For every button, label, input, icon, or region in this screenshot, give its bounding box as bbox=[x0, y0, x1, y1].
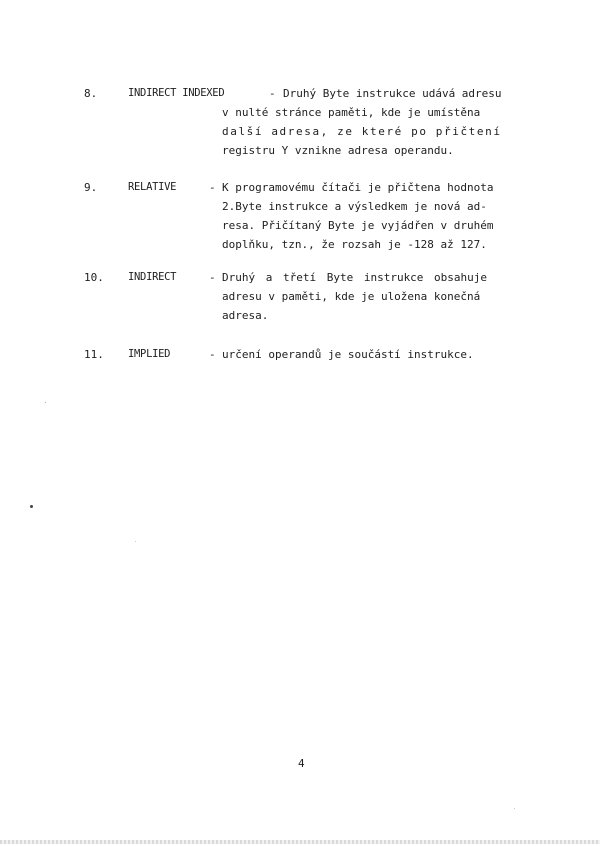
scan-speck bbox=[45, 402, 46, 403]
description-line: 2.Byte instrukce a výsledkem je nová ad- bbox=[222, 200, 487, 213]
entry-dash: - bbox=[209, 348, 216, 361]
entry-description bbox=[222, 268, 487, 325]
description-line: K programovému čítači je přičtena hodnota bbox=[222, 181, 494, 194]
entry-description bbox=[283, 84, 502, 103]
entry-term: RELATIVE bbox=[128, 181, 177, 193]
entry-dash: - bbox=[209, 271, 216, 284]
description-line: určení operandů je součástí instrukce. bbox=[222, 348, 474, 361]
scan-speck bbox=[135, 541, 136, 542]
page-number: 4 bbox=[298, 757, 305, 770]
entry-description bbox=[222, 345, 474, 364]
description-line: registru Y vznikne adresa operandu. bbox=[222, 144, 454, 157]
description-line: resa. Přičítaný Byte je vyjádřen v druhém bbox=[222, 219, 494, 232]
entry-term: INDIRECT INDEXED bbox=[128, 87, 225, 99]
description-line: adresu v paměti, kde je uložena konečná bbox=[222, 290, 481, 303]
entry-term: INDIRECT bbox=[128, 271, 177, 283]
entry-number: 10. bbox=[84, 271, 104, 284]
entry-term: IMPLIED bbox=[128, 348, 171, 360]
description-line: Druhý Byte instrukce udává adresu bbox=[283, 87, 502, 100]
description-line: v nulté stránce paměti, kde je umístěna bbox=[222, 106, 481, 119]
entry-description bbox=[222, 178, 494, 254]
description-line: adresa. bbox=[222, 309, 269, 322]
scan-speck bbox=[514, 808, 515, 809]
description-line: Druhý a třetí Byte instrukce obsahuje bbox=[222, 271, 488, 284]
entry-dash: - bbox=[269, 87, 276, 100]
scan-bottom-edge bbox=[0, 840, 600, 844]
description-line: doplňku, tzn., že rozsah je -128 až 127. bbox=[222, 238, 487, 251]
description-line: další adresa, ze které po přičtení bbox=[222, 125, 502, 138]
entry-description-continued bbox=[222, 103, 502, 160]
entry-number: 9. bbox=[84, 181, 98, 194]
entry-dash: - bbox=[209, 181, 216, 194]
scan-speck bbox=[30, 505, 33, 508]
entry-number: 8. bbox=[84, 87, 98, 100]
entry-number: 11. bbox=[84, 348, 104, 361]
